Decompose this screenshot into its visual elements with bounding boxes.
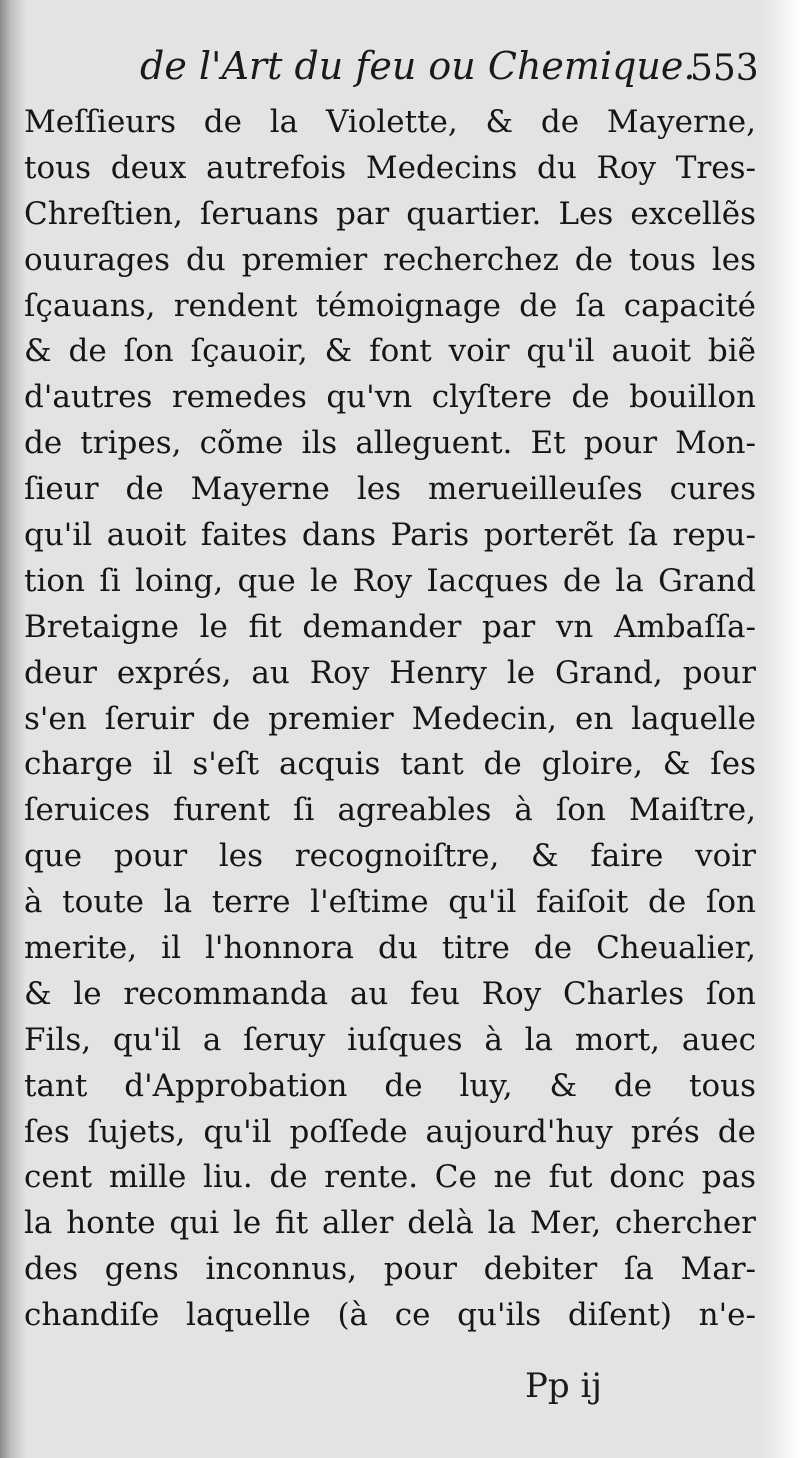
text-line: tous deux autrefois Medecins du Roy Tres- [24, 149, 756, 186]
page-edge [760, 0, 800, 1458]
page-number: 553 [690, 48, 759, 89]
text-line: ſieur de Mayerne les merueilleuſes cures [24, 471, 756, 508]
text-line: Bretaigne le fit demander par vn Ambaſſa- [24, 608, 756, 645]
text-line: des gens inconnus, pour debiter ſa Mar- [24, 1251, 756, 1288]
body-text [24, 100, 756, 1339]
text-line: & le recommanda au feu Roy Charles ſon [24, 975, 756, 1012]
text-line: de tripes, cõme ils alleguent. Et pour Mon- [24, 425, 756, 462]
text-line: qu'il auoit faites dans Paris porterẽt ſa repu- [24, 517, 756, 554]
text-line: ſeruices furent ſi agreables à ſon Maiſtre, [24, 792, 756, 829]
text-line: ouurages du premier recherchez de tous les [24, 241, 756, 278]
text-line: tant d'Approbation de luy, & de tous [24, 1067, 756, 1104]
text-line: Chreſtien, ſeruans par quartier. Les excellẽs [24, 195, 756, 232]
text-line: s'en ſeruir de premier Medecin, en laquelle [24, 700, 756, 737]
text-line: d'autres remedes qu'vn clyſtere de bouillon [24, 379, 756, 416]
text-line: ſçauans, rendent témoignage de ſa capacité [24, 287, 756, 324]
text-line: merite, il l'honnora du titre de Cheualier, [24, 930, 756, 967]
text-line: cent mille liu. de rente. Ce ne fut donc pas [24, 1159, 756, 1196]
text-line: Fils, qu'il a ſeruy iuſques à la mort, auec [24, 1021, 756, 1058]
text-line: à toute la terre l'eſtime qu'il faiſoit de ſon [24, 884, 756, 921]
running-title: de l'Art du feu ou Chemique. [140, 44, 696, 88]
text-line: ſes ſujets, qu'il poſſede aujourd'huy prés de [24, 1113, 756, 1150]
signature-mark: Pp ij [525, 1366, 602, 1406]
text-line: charge il s'eſt acquis tant de gloire, & ſes [24, 746, 756, 783]
text-line: & de ſon ſçauoir, & font voir qu'il auoit biẽ [24, 333, 756, 370]
text-line: la honte qui le fit aller delà la Mer, chercher [24, 1205, 756, 1242]
text-line: que pour les recognoiſtre, & faire voir [24, 838, 756, 875]
text-line: deur exprés, au Roy Henry le Grand, pour [24, 654, 756, 691]
page-header [0, 44, 800, 104]
text-line: Meſſieurs de la Violette, & de Mayerne, [24, 104, 756, 140]
text-line: chandiſe laquelle (à ce qu'ils diſent) n'e- [24, 1297, 756, 1334]
gutter-shadow [0, 0, 26, 1458]
text-line: tion ſi loing, que le Roy Iacques de la Grand [24, 562, 756, 599]
